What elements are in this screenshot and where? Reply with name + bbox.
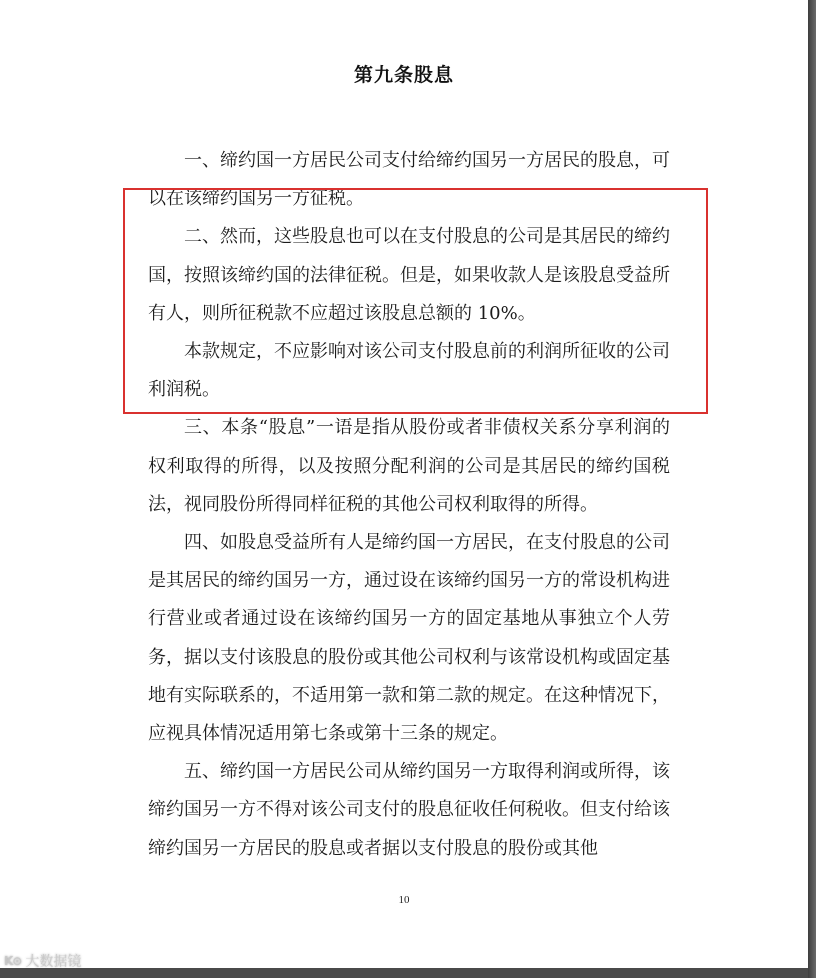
page-title: 第九条股息 [353,64,454,86]
paragraph-2: 二、然而，这些股息也可以在支付股息的公司是其居民的缔约国，按照该缔约国的法律征税。但是，如果收款人是该股息受益所有人，则所征税款不应超过该股息总额的 10%。 [148,226,670,324]
paragraph-3: 本款规定，不应影响对该公司支付股息前的利润所征收的公司利润税。 [148,341,670,401]
paragraph-1: 一、缔约国一方居民公司支付给缔约国另一方居民的股息，可以在该缔约国另一方征税。 [148,150,670,210]
paragraph-4: 三、本条“股息”一语是指从股份或者非债权关系分享利润的权利取得的所得，以及按照分配利润的公司是其居民的缔约国税法，视同股份所得同样征税的其他公司权利取得的所得。 [148,417,670,515]
viewer-bottom-edge [0,968,808,978]
paragraph-6: 五、缔约国一方居民公司从缔约国另一方取得利润或所得，该缔约国另一方不得对该公司支付的股息征收任何税收。但支付给该缔约国另一方居民的股息或者据以支付股息的股份或其他 [148,761,670,859]
watermark-logo-icon: K⊙ [4,954,22,968]
watermark [4,950,81,972]
viewer-scroll-edge [808,0,816,978]
paragraph-5: 四、如股息受益所有人是缔约国一方居民，在支付股息的公司是其居民的缔约国另一方，通过设在该缔约国另一方的常设机构进行营业或者通过设在该缔约国另一方的固定基地从事独立个人劳务，据以支付该股息的股份或其他公司权利与该常设机构或固定基地有实际联系的，不适用第一款和第二款的规定。在这种情况下，应视具体情况适用第七条或第十三条的规定。 [148,532,670,745]
article-body [148,142,670,868]
page-number: 10 [398,894,410,906]
watermark-text: 大数据镜 [25,954,82,970]
